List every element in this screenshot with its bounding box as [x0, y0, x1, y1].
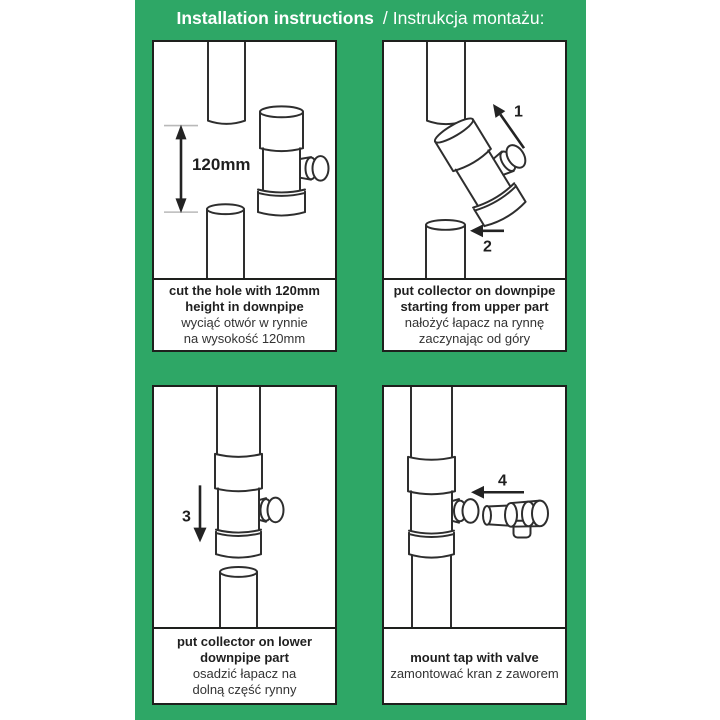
step-panel-1: [152, 40, 337, 352]
collector: [408, 457, 479, 558]
step-panel-2: [382, 40, 567, 352]
step-3-diagram: [154, 387, 335, 627]
downpipe-lower: [412, 555, 451, 627]
dimension-label: 120mm: [192, 154, 251, 174]
downpipe-upper: [427, 42, 465, 124]
downpipe-upper: [208, 42, 245, 124]
collector-outlet-cap: [463, 499, 479, 523]
step-1-caption: [154, 278, 335, 350]
title-separator: /: [382, 8, 388, 28]
collector-tilted: [431, 102, 548, 229]
tap-with-valve: [483, 501, 548, 538]
tap-cap-outer: [532, 501, 548, 527]
downpipe-lower-top: [426, 220, 465, 230]
cut-hole-diagram-svg: [154, 42, 335, 278]
page-title: [135, 5, 586, 31]
downpipe-upper: [411, 387, 452, 457]
caption-line-en: height in downpipe: [185, 298, 304, 314]
caption-line-pl: nałożyć łapacz na rynnę: [404, 315, 545, 330]
caption-line-en: downpipe part: [200, 649, 289, 665]
seat-collector-diagram-svg: [154, 387, 335, 627]
arrow-up-head: [176, 125, 187, 140]
caption-line-en: cut the hole with 120mm: [169, 282, 320, 298]
caption-line-pl: dolną część rynny: [192, 682, 297, 698]
arrow-down-head: [176, 198, 187, 213]
mount-tap-diagram-svg: [384, 387, 565, 627]
step-2-caption: [384, 278, 565, 350]
step-3-caption: [154, 627, 335, 703]
caption-line-pl: zaczynając od góry: [418, 331, 531, 347]
arrow-2-label: 2: [483, 238, 492, 256]
downpipe-lower: [207, 209, 244, 278]
downpipe-lower: [220, 572, 257, 627]
step-2-diagram: [384, 42, 565, 278]
arrow-4-head: [471, 486, 484, 499]
downpipe-lower-top: [207, 204, 244, 214]
title-english: Installation instructions: [176, 8, 374, 28]
arrow-3-label: 3: [182, 508, 191, 526]
dimension-arrow: [176, 125, 251, 214]
caption-line-pl: zamontować kran z zaworem: [390, 666, 559, 681]
title-polish: Instrukcja montażu:: [392, 8, 545, 28]
caption-line-en: mount tap with valve: [410, 649, 539, 665]
tap-open-end: [483, 506, 491, 525]
downpipe-lower-top: [220, 567, 257, 577]
caption-line-pl: osadzić łapacz na: [192, 666, 297, 681]
collector: [215, 454, 284, 558]
downpipe-upper: [217, 387, 260, 454]
collector-outlet-cap: [268, 498, 284, 523]
step-4-caption: [384, 627, 565, 703]
insert-collector-diagram-svg: [384, 42, 565, 278]
pipe-line-art: [408, 387, 548, 627]
arrow-4-label: 4: [498, 472, 507, 490]
arrow-1-head: [493, 104, 505, 118]
arrow-1-label: 1: [514, 103, 523, 121]
caption-line-en: put collector on lower: [176, 633, 313, 649]
caption-line-pl: wyciąć otwór w rynnie: [181, 315, 308, 330]
step-panel-3: [152, 385, 337, 705]
arrow-3-head: [194, 528, 207, 543]
collector-outlet-cap: [313, 156, 329, 181]
step-4-diagram: [384, 387, 565, 627]
step-arrow: [182, 485, 207, 542]
step-arrow: [471, 472, 524, 498]
caption-line-pl: na wysokość 120mm: [183, 331, 306, 347]
caption-line-en: starting from upper part: [400, 298, 549, 314]
caption-line-en: put collector on downpipe: [393, 282, 556, 298]
collector: [258, 106, 329, 215]
step-panel-4: [382, 385, 567, 705]
downpipe-lower: [426, 225, 465, 278]
arrow-2-head: [470, 224, 483, 237]
pipe-line-art: [215, 387, 284, 627]
step-1-diagram: [154, 42, 335, 278]
tap-ring: [505, 503, 517, 527]
